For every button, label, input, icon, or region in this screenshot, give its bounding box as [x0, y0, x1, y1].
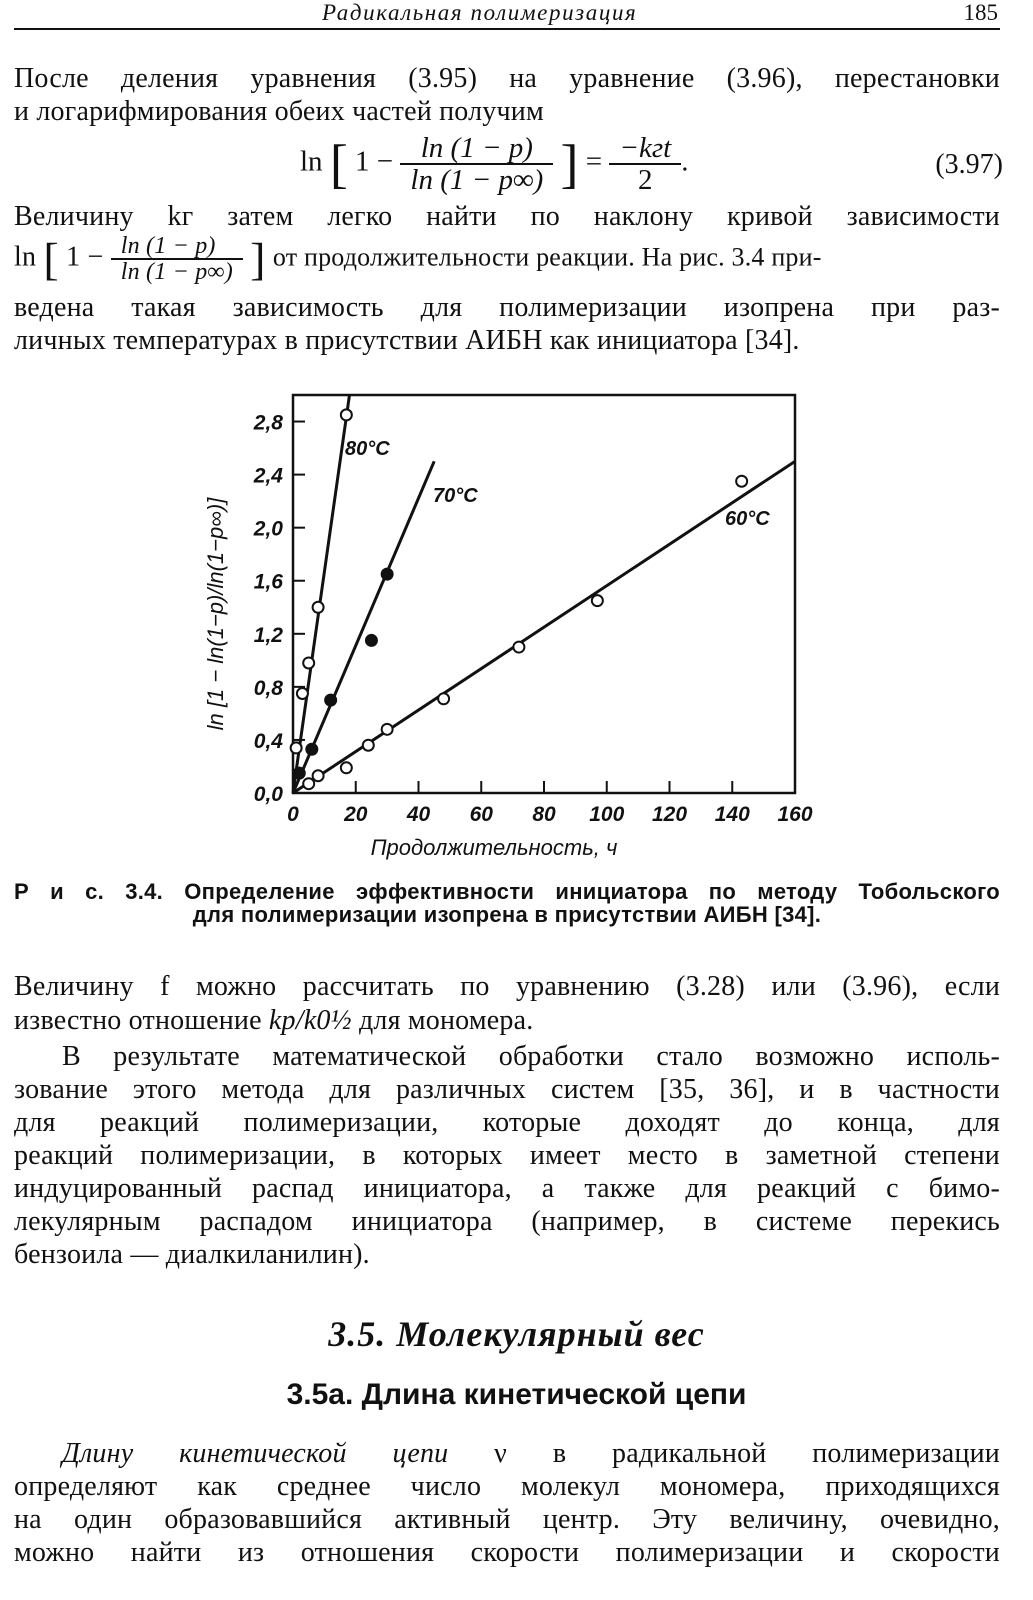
data-point	[313, 602, 324, 613]
y-tick-label: 2,4	[253, 464, 283, 488]
text-line: известно отношение	[14, 1005, 262, 1036]
y-tick-label: 2,8	[253, 411, 283, 435]
series-label: 80°С	[345, 438, 390, 460]
equation-number: (3.97)	[935, 149, 1003, 180]
paragraph-2-line-1	[14, 200, 1000, 233]
text-line: лекулярным распадом инициатора (например, в системе перекись	[14, 1206, 1000, 1237]
series-line	[293, 395, 349, 793]
text-line: личных температурах в присутствии АИБН как инициатора [34].	[14, 325, 800, 356]
inline-math: kp/k0½	[268, 1005, 352, 1036]
right-bracket: ]	[560, 134, 579, 194]
y-tick-label: 0,4	[253, 729, 283, 753]
y-tick-label: 0,8	[253, 676, 283, 700]
paragraph-3-line-2	[14, 1004, 1000, 1037]
data-point	[736, 476, 747, 487]
text-line: индуцированный распад инициатора, а также для реакций с бимо-	[14, 1173, 1000, 1204]
page-header	[14, 0, 1000, 30]
x-tick-label: 0	[287, 803, 299, 826]
data-point	[513, 642, 524, 653]
eq-rhs-denominator: 2	[638, 164, 653, 196]
x-tick-label: 160	[777, 803, 813, 826]
inline-numerator: ln (1 − p)	[111, 234, 243, 260]
x-tick-label: 40	[406, 803, 431, 826]
paragraph-4-line-6	[14, 1205, 1000, 1238]
x-tick-label: 120	[651, 803, 688, 826]
y-tick-label: 1,6	[253, 570, 283, 594]
data-point	[592, 595, 603, 606]
paragraph-5-line-2	[14, 1470, 1000, 1503]
series-label: 60°С	[725, 508, 770, 530]
paragraph-1-end	[14, 95, 1000, 128]
paragraph-4-line-4	[14, 1139, 1000, 1172]
x-tick-label: 80	[532, 803, 556, 826]
data-point	[438, 693, 449, 704]
x-tick-label: 60	[469, 803, 493, 826]
paragraph-5-line-4	[14, 1536, 1000, 1569]
paragraph-4-line-5	[14, 1172, 1000, 1205]
paragraph-2-line-2	[14, 234, 1000, 290]
data-point	[325, 695, 336, 706]
paragraph-1	[14, 62, 1000, 95]
paragraph-5-line-1	[14, 1437, 1000, 1470]
text-line: Величину kг затем легко найти по наклону кривой зависимости	[14, 201, 1000, 232]
page-number: 185	[963, 0, 998, 25]
data-point	[366, 635, 377, 646]
eq-one-minus: 1 −	[355, 145, 394, 178]
eq-numerator: ln (1 − p)	[400, 133, 553, 165]
section-title: 3.5. Молекулярный вес	[328, 1314, 705, 1354]
data-point	[341, 409, 352, 420]
italic-term: Длину кинетической цепи	[62, 1438, 449, 1469]
text-line: на один образовавшийся активный центр. Эту величину, очевидно,	[14, 1504, 1000, 1535]
x-tick-label: 20	[344, 803, 368, 826]
y-tick-label: 2,0	[253, 517, 283, 541]
text-line: ведена такая зависимость для полимеризации изопрена при раз-	[14, 292, 1000, 323]
eq-fraction	[400, 133, 553, 195]
paragraph-4-line-7	[14, 1238, 1000, 1271]
left-bracket: [	[43, 233, 59, 285]
data-point	[313, 770, 324, 781]
text-line: для мономера.	[358, 1005, 534, 1036]
y-axis-label: ln [1 − ln(1−p)/ln(1−p∞)]	[203, 497, 228, 731]
paragraph-4-line-3	[14, 1106, 1000, 1139]
data-point	[363, 740, 374, 751]
equation-3-97: ln [ 1 − $\frac{\ln (1 - p)}{\ln (1 - p\infty)}$ ] = $\frac{\text{−kгt}}{2}$ .	[300, 132, 689, 196]
text-line: для реакций полимеризации, которые доходят до конца, для	[14, 1107, 1000, 1138]
text-line: ν в радикальной полимеризации	[448, 1438, 1000, 1469]
right-bracket: ]	[250, 233, 266, 285]
eq-ln: ln	[300, 145, 323, 178]
inline-denominator: ln (1 − p∞)	[120, 259, 233, 285]
caption-line: Р и с. 3.4. Определение эффективности инициатора по методу Тобольского	[14, 879, 1000, 904]
inline-fraction	[111, 234, 243, 284]
data-point	[382, 724, 393, 735]
eq-rhs-fraction	[609, 133, 681, 195]
y-tick-label: 1,2	[253, 623, 283, 647]
paragraph-4-line-1	[14, 1040, 1000, 1073]
series-label: 70°С	[433, 485, 478, 507]
paragraph-4-line-2	[14, 1073, 1000, 1106]
eq-equals: =	[585, 145, 603, 178]
y-tick-label: 0,0	[253, 783, 283, 806]
text-line: бензоила — диалкиланилин).	[14, 1239, 370, 1270]
caption-line: для полимеризации изопрена в присутствии АИБН [34].	[192, 902, 822, 927]
paragraph-2-line-3	[14, 291, 1000, 324]
data-point	[382, 569, 393, 580]
data-point	[341, 762, 352, 773]
text-line: В результате математической обработки стало возможно исполь-	[62, 1041, 1000, 1072]
data-point	[297, 688, 308, 699]
paragraph-2-line-4	[14, 324, 1000, 357]
text-line: реакций полимеризации, в которых имеет место в заметной степени	[14, 1140, 1000, 1171]
figure-3-4-chart	[195, 385, 835, 865]
text-line: определяют как среднее число молекул мономера, приходящихся	[14, 1471, 1000, 1502]
data-point	[306, 744, 317, 755]
text-line: зование этого метода для различных систем [35, 36], и в частности	[14, 1074, 1000, 1105]
text-line: Величину f можно рассчитать по уравнению (3.28) или (3.96), если	[14, 971, 1000, 1002]
subsection-title: 3.5а. Длина кинетической цепи	[286, 1378, 747, 1411]
eq-rhs-numerator: −kгt	[609, 133, 681, 165]
data-point	[291, 742, 302, 753]
inline-one-minus: 1 −	[66, 241, 104, 273]
data-point	[294, 768, 305, 779]
text-line: можно найти из отношения скорости полимеризации и скорости	[14, 1537, 1000, 1568]
data-point	[303, 778, 314, 789]
paragraph-3-line-1	[14, 970, 1000, 1003]
text-line: от продолжительности реакции. На рис. 3.4 при-	[272, 242, 822, 272]
text-line: После деления уравнения (3.95) на уравнение (3.96), перестановки	[14, 63, 1000, 94]
left-bracket: [	[329, 134, 348, 194]
inline-ln: ln	[14, 241, 37, 273]
eq-denominator: ln (1 − p∞)	[410, 164, 544, 196]
paragraph-5-line-3	[14, 1503, 1000, 1536]
running-title: Радикальная полимеризация	[322, 0, 638, 25]
text-line: и логарифмирования обеих частей получим	[14, 96, 544, 127]
data-point	[303, 657, 314, 668]
x-axis-label: Продолжительность, ч	[370, 835, 618, 860]
figure-caption	[14, 880, 1000, 926]
x-tick-label: 140	[714, 803, 750, 826]
x-tick-label: 100	[589, 803, 625, 826]
